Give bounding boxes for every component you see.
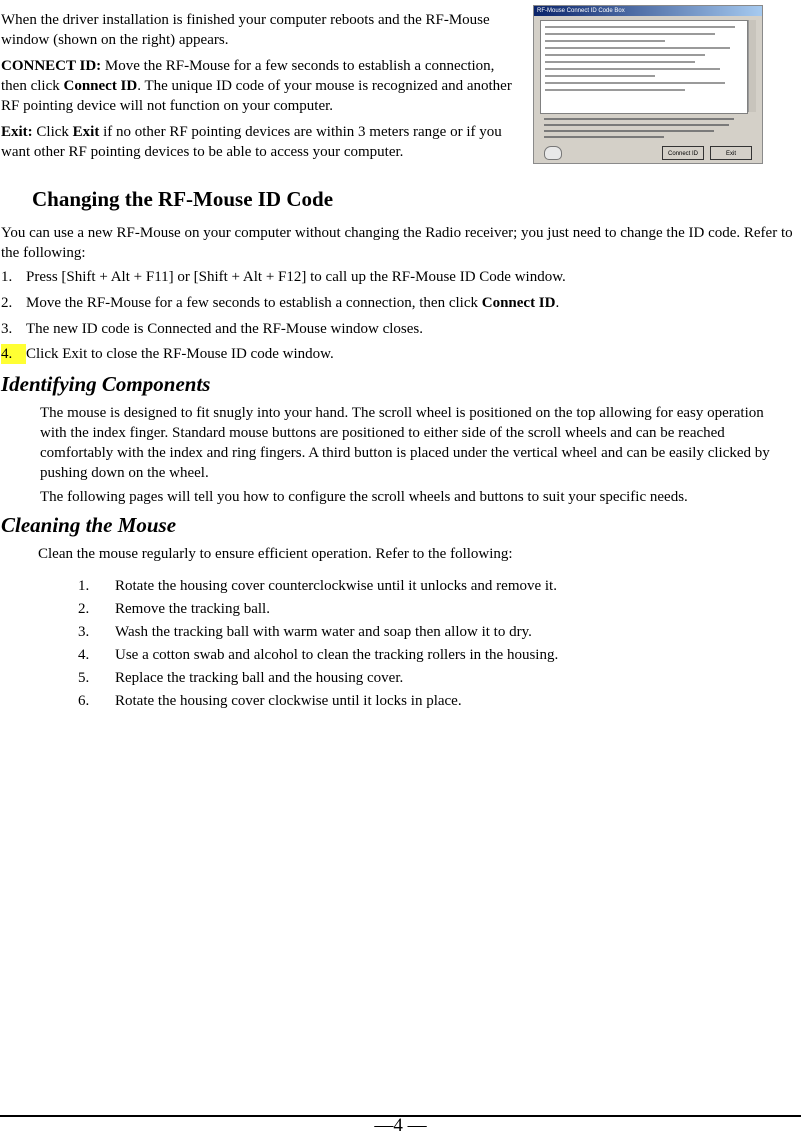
- identifying-paragraph-2: The following pages will tell you how to configure the scroll wheels and buttons to suit your specific needs.: [40, 489, 688, 505]
- changing-id-intro: You can use a new RF-Mouse on your computer without changing the Radio receiver; you just need to change the ID code. Refer to the following:: [1, 225, 793, 261]
- connect-id-paragraph: CONNECT ID: Move the RF-Mouse for a few seconds to establish a connection, then click Connect ID. The unique ID code of your mouse is recognized and another RF pointing device will not function on your computer.: [1, 58, 512, 114]
- window-scrollbar: [748, 20, 756, 112]
- list-item: 2. Move the RF-Mouse for a few seconds to establish a connection, then click Connect ID.: [1, 295, 560, 311]
- window-title: RF-Mouse Connect ID Code Box: [534, 6, 762, 16]
- identifying-paragraph: The mouse is designed to fit snugly into your hand. The scroll wheel is positioned on the top allowing for easy operation with the index finger. Standard mouse buttons are positioned to either side of the scroll wheels and can be reached comfortably with the index and ring fingers. A third button is placed under the vertical wheel and can be easily clicked by pushing down on the wheel.: [40, 405, 770, 481]
- page-number: —4 —: [374, 1115, 427, 1136]
- exit-button: Exit: [710, 146, 752, 160]
- changing-id-heading: Changing the RF-Mouse ID Code: [32, 187, 334, 211]
- window-notes: [544, 118, 744, 142]
- intro-paragraph: When the driver installation is finished your computer reboots and the RF-Mouse window (shown on the right) appears.: [1, 12, 490, 48]
- identifying-heading: Identifying Components: [1, 372, 211, 396]
- intro-section: [1, 10, 513, 168]
- cleaning-heading: Cleaning the Mouse: [1, 513, 177, 537]
- mouse-icon: [544, 146, 562, 160]
- cleaning-intro: Clean the mouse regularly to ensure efficient operation. Refer to the following:: [38, 546, 513, 562]
- connect-id-button: Connect ID: [662, 146, 704, 160]
- list-item: 3. The new ID code is Connected and the RF-Mouse window closes.: [1, 321, 424, 337]
- window-text-area: [540, 20, 748, 114]
- rf-mouse-window-screenshot: [533, 5, 763, 164]
- list-item: 4. Click Exit to close the RF-Mouse ID code window.: [1, 346, 334, 362]
- list-item: 1. Press [Shift + Alt + F11] or [Shift + Alt + F12] to call up the RF-Mouse ID Code window.: [1, 269, 566, 285]
- exit-paragraph: Exit: Click Exit if no other RF pointing devices are within 3 meters range or if you want other RF pointing devices to be able to access your computer.: [1, 124, 502, 160]
